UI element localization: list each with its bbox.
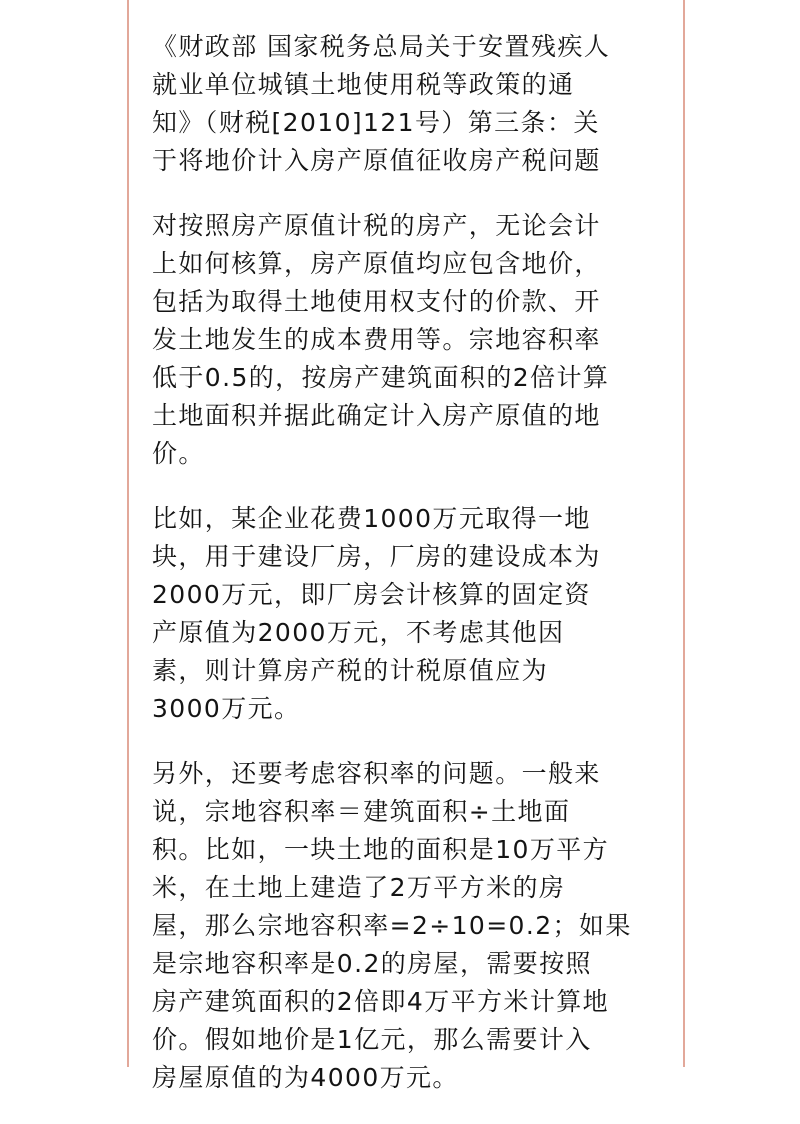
text-line: 2000万元，即厂房会计核算的固定资 bbox=[152, 580, 591, 609]
text-line: 上如何核算，房产原值均应包含地价， bbox=[152, 249, 601, 278]
text-line: 块，用于建设厂房，厂房的建设成本为 bbox=[152, 542, 601, 571]
text-line: 积。比如，一块土地的面积是10万平方 bbox=[152, 835, 610, 864]
document-body bbox=[152, 28, 664, 1124]
text-line: 就业单位城镇土地使用税等政策的通 bbox=[152, 70, 575, 99]
text-line: 土地面积并据此确定计入房产原值的地 bbox=[152, 401, 601, 430]
text-line: 包括为取得土地使用权支付的价款、开 bbox=[152, 287, 601, 316]
text-line: 房屋原值的为4000万元。 bbox=[152, 1063, 459, 1092]
text-line: 对按照房产原值计税的房产，无论会计 bbox=[152, 211, 601, 240]
text-line: 是宗地容积率是0.2的房屋，需要按照 bbox=[152, 949, 592, 978]
paragraph-plot-ratio bbox=[152, 755, 664, 1097]
text-line: 产原值为2000万元，不考虑其他因 bbox=[152, 618, 565, 647]
text-line: 另外，还要考虑容积率的问题。一般来 bbox=[152, 759, 601, 788]
paragraph-rule bbox=[152, 207, 664, 473]
text-line: 米，在土地上建造了2万平方米的房 bbox=[152, 873, 566, 902]
right-margin-rule bbox=[683, 0, 685, 1067]
text-line: 3000万元。 bbox=[152, 694, 301, 723]
text-line: 低于0.5的，按房产建筑面积的2倍计算 bbox=[152, 363, 610, 392]
text-line: 价。假如地价是1亿元，那么需要计入 bbox=[152, 1025, 592, 1054]
text-line: 价。 bbox=[152, 439, 205, 468]
paragraph-example bbox=[152, 500, 664, 728]
text-line: 发土地发生的成本费用等。宗地容积率 bbox=[152, 325, 601, 354]
left-margin-rule bbox=[127, 0, 129, 1067]
text-line: 比如，某企业花费1000万元取得一地 bbox=[152, 504, 591, 533]
paragraph-title bbox=[152, 28, 664, 180]
text-line: 于将地价计入房产原值征收房产税问题 bbox=[152, 146, 601, 175]
text-line: 《财政部 国家税务总局关于安置残疾人 bbox=[152, 32, 611, 61]
text-line: 房产建筑面积的2倍即4万平方米计算地 bbox=[152, 987, 610, 1016]
text-line: 知》（财税[2010]121号）第三条：关 bbox=[152, 108, 600, 137]
text-line: 说，宗地容积率＝建筑面积÷土地面 bbox=[152, 797, 571, 826]
text-line: 素，则计算房产税的计税原值应为 bbox=[152, 656, 549, 685]
text-line: 屋，那么宗地容积率=2÷10=0.2；如果 bbox=[152, 911, 632, 940]
